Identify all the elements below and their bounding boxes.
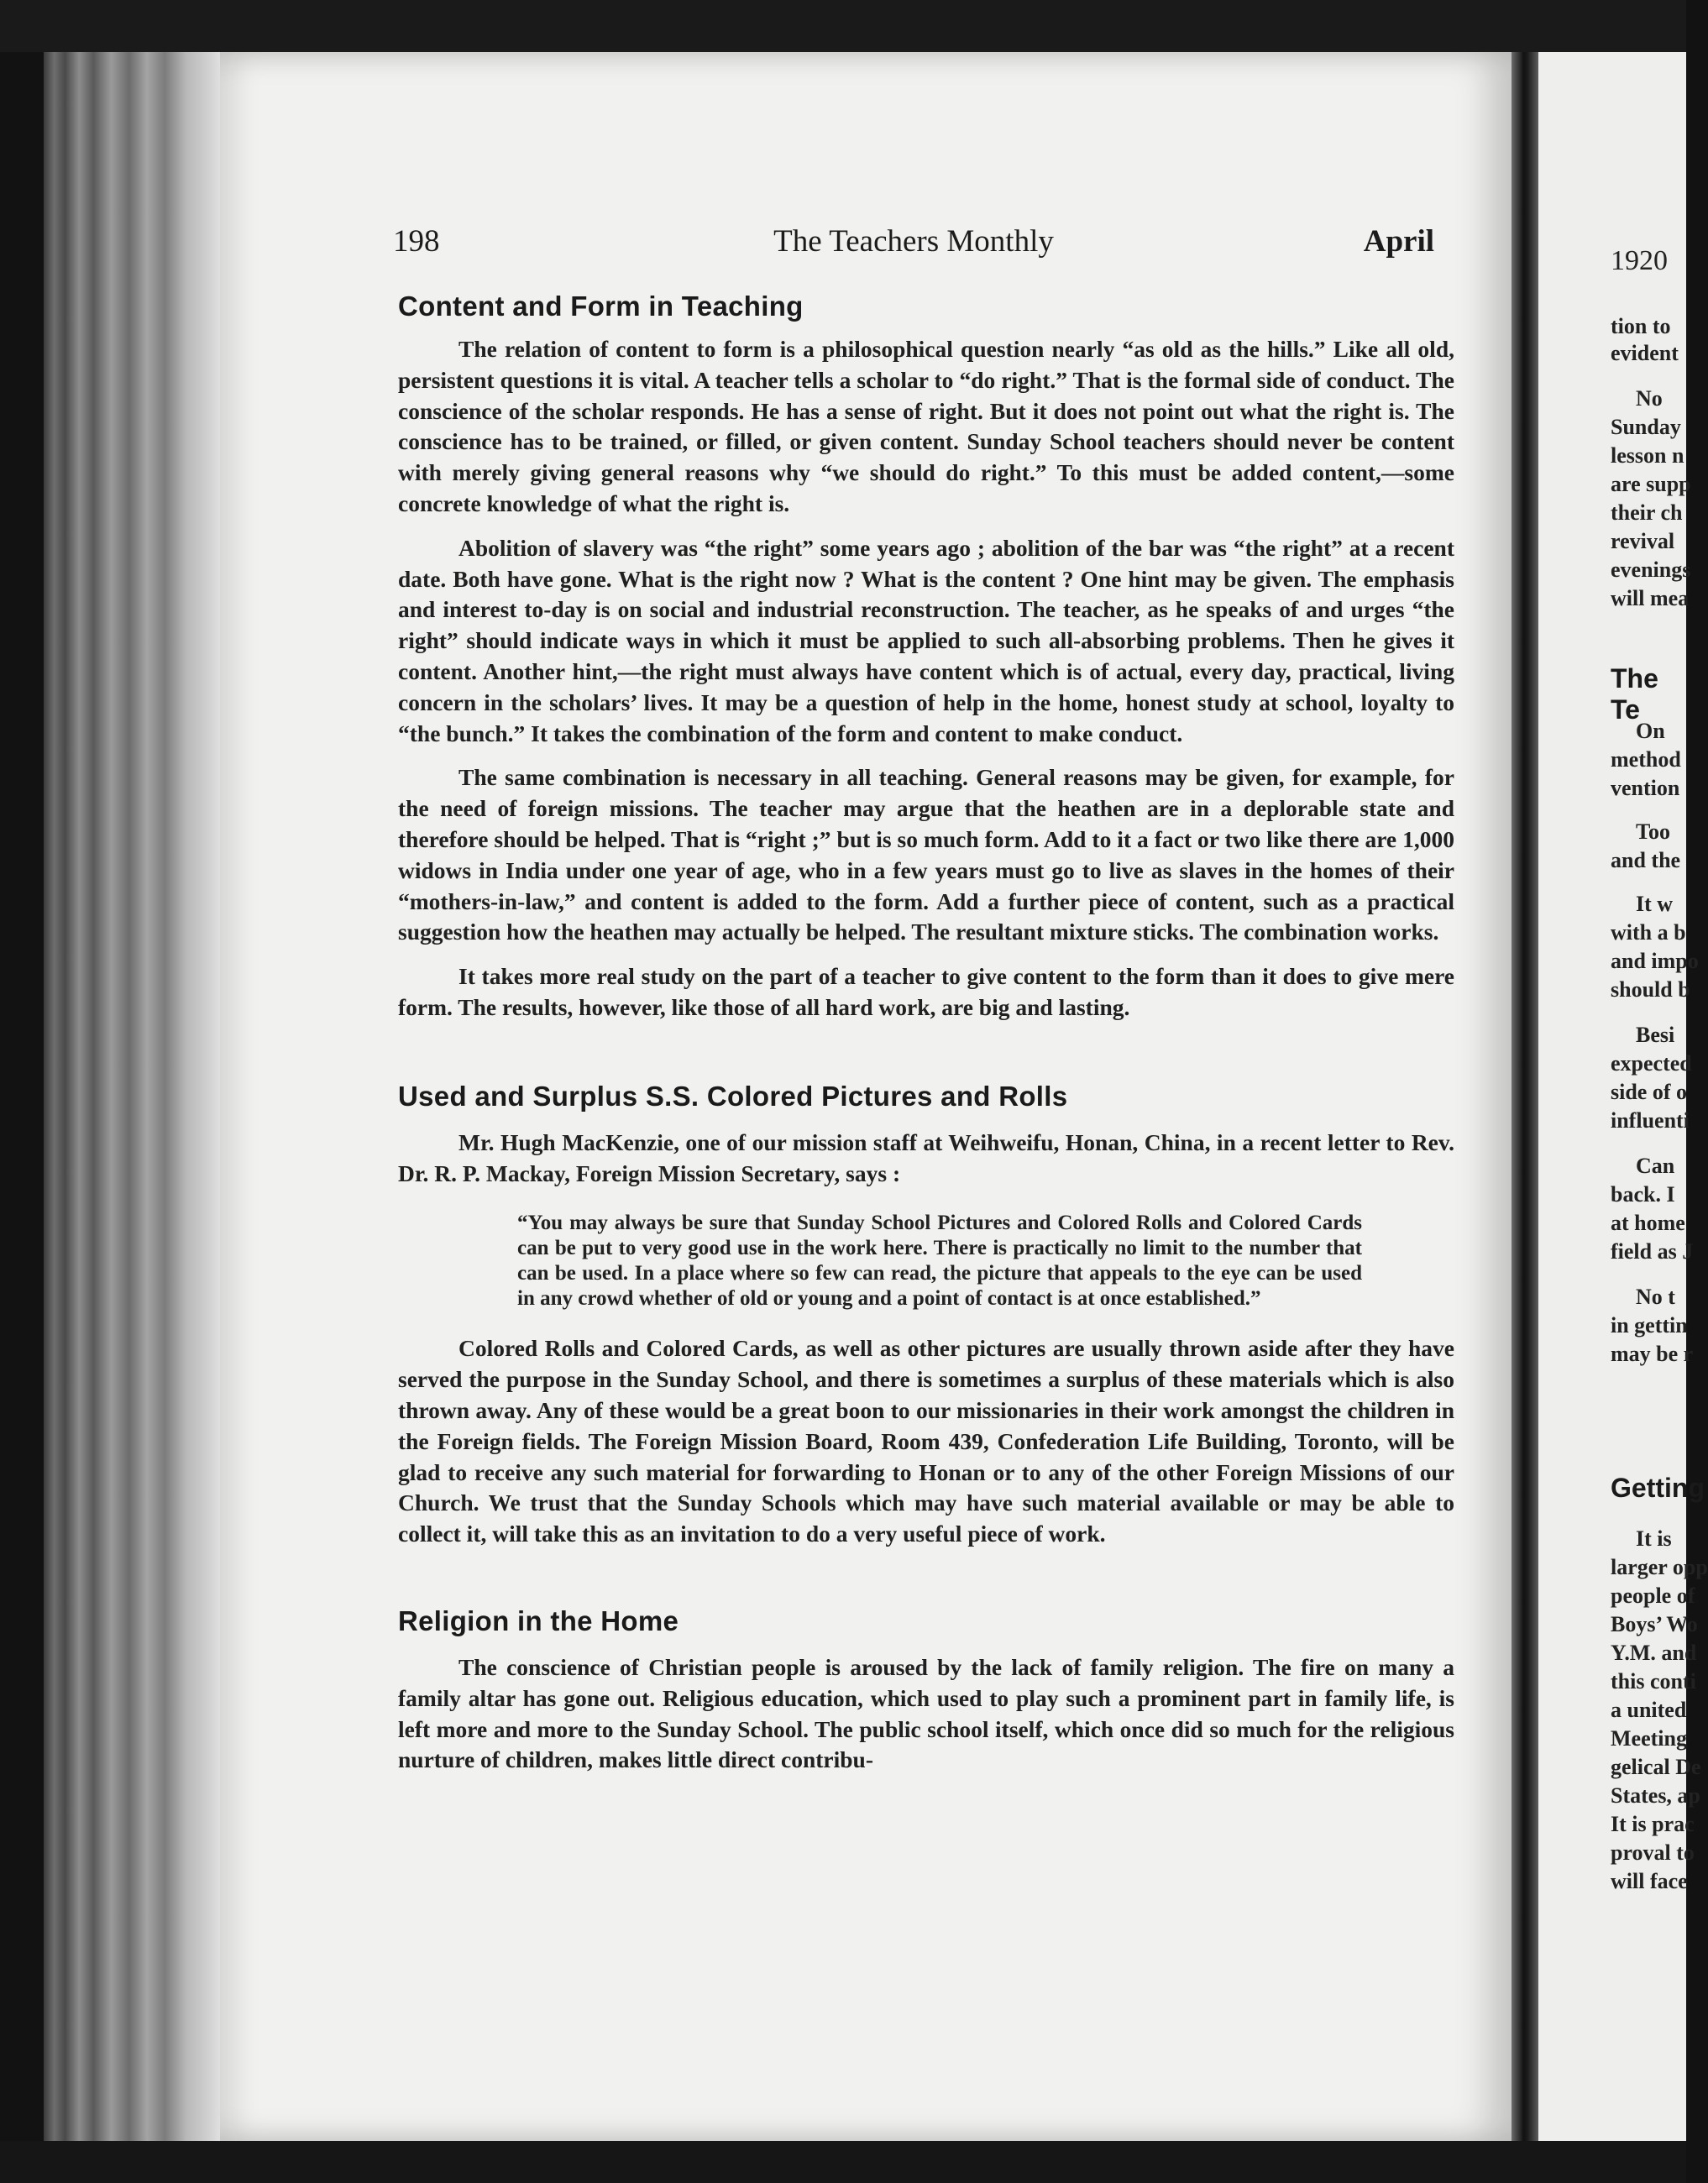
text-fragment: expected [1611, 1051, 1692, 1076]
text-fragment: influenti [1611, 1108, 1690, 1133]
text-fragment: their ch [1611, 500, 1683, 525]
article-religion-in-home [398, 1605, 1454, 1776]
text-fragment: proval to [1611, 1840, 1695, 1865]
article-colored-pictures [398, 1081, 1454, 1550]
right-page-year: 1920 [1611, 245, 1668, 276]
text-fragment: tion to [1611, 314, 1671, 338]
text-fragment: will mea [1611, 586, 1690, 610]
paragraph: It takes more real study on the part of a teacher to give content to the form than it does to give mere form. The results, however, like those of all hard work, are big and lasting. [398, 963, 1454, 1020]
text-fragment: evident [1611, 341, 1679, 365]
text-fragment: with a b [1611, 920, 1686, 945]
text-fragment: a united [1611, 1698, 1687, 1722]
text-fragment: people of [1611, 1584, 1695, 1608]
right-page-heading: The Te [1611, 663, 1658, 725]
text-fragment: Can [1636, 1154, 1675, 1178]
text-fragment: Besi [1636, 1023, 1675, 1047]
issue-month: April [1363, 224, 1434, 259]
paragraph: Abolition of slavery was “the right” some years ago ; abolition of the bar was “the right” at a recent date. Both have gone. What is the right now ? What is the content ? One hint may be given. The emphasis and interest to-day is on social and industrial reconstruction. The teacher, as he speaks of and urges “the right” should indicate ways in which it must be applied to such all-absorbing problems. Then he gives it content. Another hint,—the right must always have content which is of actual, every day, practical, living concern in the scholars’ lives. It may be a question of help in the home, honest study at school, loyalty to “the bunch.” It takes the combination of the form and content to make conduct. [398, 534, 1454, 746]
running-head [393, 223, 1434, 274]
text-fragment: may be r [1611, 1342, 1694, 1366]
book-gutter [1512, 52, 1538, 2141]
text-fragment: larger opp [1611, 1555, 1708, 1579]
article-heading: Content and Form in Teaching [398, 291, 804, 322]
text-fragment: Too [1636, 819, 1670, 844]
text-fragment: are supp [1611, 472, 1691, 496]
text-fragment: It w [1636, 892, 1674, 916]
text-fragment: in gettin [1611, 1313, 1688, 1338]
left-page-content [398, 291, 1454, 1789]
text-fragment: lesson n [1611, 443, 1684, 468]
text-fragment: States, ap [1611, 1783, 1700, 1808]
article-heading: Religion in the Home [398, 1605, 679, 1636]
text-fragment: field as J [1611, 1239, 1694, 1264]
text-fragment: and impo [1611, 949, 1699, 973]
text-fragment: No [1636, 386, 1663, 411]
paragraph: The relation of content to form is a philosophical question nearly “as old as the hills.” Like all old, persistent questions it is vital. A teacher tells a scholar to “do right.” That is the formal side of conduct. The conscience of the scholar responds. He has a sense of right. But it does not point out what the right is. The conscience has to be trained, or filled, or given content. Sunday School teachers should never be content with merely giving general reasons why “we should do right.” To this must be added content,—some concrete knowledge of what the right is. [398, 336, 1454, 516]
page-edges [44, 52, 222, 2141]
scan-background-top [0, 0, 1686, 52]
text-fragment: gelical De [1611, 1755, 1701, 1779]
right-page [1538, 52, 1708, 2141]
text-fragment: Boys’ Wo [1611, 1612, 1698, 1636]
paragraph: Mr. Hugh MacKenzie, one of our mission staff at Weihweifu, Honan, China, in a recent letter to Rev. Dr. R. P. Mackay, Foreign Mission Secretary, says : [398, 1128, 1454, 1186]
text-fragment: Sunday [1611, 415, 1681, 439]
right-page-heading: Getting [1611, 1473, 1705, 1503]
text-fragment: and the [1611, 848, 1681, 872]
text-fragment: side of o [1611, 1080, 1687, 1104]
quoted-letter: “You may always be sure that Sunday School Pictures and Colored Rolls and Colored Cards can be put to very good use in the work here. There is practically no limit to the number that can be used. In a place where so few can read, the picture that appeals to the eye can be used in any crowd whether of old or young and a point of contact is at once established.” [517, 1212, 1362, 1311]
text-fragment: vention [1611, 776, 1680, 800]
article-content-and-form [398, 291, 1454, 1023]
text-fragment: Y.M. and [1611, 1641, 1697, 1665]
text-fragment: will face [1611, 1869, 1688, 1893]
text-fragment: Meeting [1611, 1726, 1687, 1751]
scan-background-bottom [0, 2141, 1686, 2183]
text-fragment: It is prac [1611, 1812, 1695, 1836]
text-fragment: evenings [1611, 558, 1691, 582]
text-fragment: No t [1636, 1285, 1675, 1309]
text-fragment: revival [1611, 529, 1675, 553]
text-fragment: this conti [1611, 1669, 1696, 1694]
text-fragment: It is [1636, 1526, 1672, 1551]
paragraph: The conscience of Christian people is aroused by the lack of family religion. The fire on many a family altar has gone out. Religious education, which used to play such a prominent part in family life, is left more and more to the Sunday School. The public school itself, which once did so much for the religious nurture of children, makes little direct contribu- [398, 1653, 1454, 1773]
paragraph: The same combination is necessary in all teaching. General reasons may be given, for example, for the need of foreign missions. The teacher may argue that the heathen are in a deplorable state and therefore should be helped. That is “right ;” but is so much form. Add to it a fact or two like there are 1,000 widows in India under one year of age, who in a few years must go to live as slaves in the homes of their “mothers-in-law,” and content is added to the form. Add a further piece of content, such as a practical suggestion how the heathen may actually be helped. The resultant mixture sticks. The combination works. [398, 764, 1454, 945]
article-heading: Used and Surplus S.S. Colored Pictures and Rolls [398, 1080, 1068, 1112]
page-number: 198 [393, 224, 440, 259]
journal-title: The Teachers Monthly [773, 224, 1054, 259]
text-fragment: On [1636, 719, 1665, 743]
text-fragment: at home [1611, 1211, 1685, 1235]
paragraph: Colored Rolls and Colored Cards, as well as other pictures are usually thrown aside after they have served the purpose in the Sunday School, and there is sometimes a surplus of these materials which is also thrown away. Any of these would be a great boon to our missionaries in their work amongst the children in the Foreign fields. The Foreign Mission Board, Room 439, Confederation Life Building, Toronto, will be glad to receive any such material for forwarding to Honan or to any of the other Foreign Missions of our Church. We trust that the Sunday Schools which may have such material available or may be able to collect it, will take this as an invitation to do a very useful piece of work. [398, 1335, 1454, 1547]
text-fragment: method [1611, 747, 1681, 772]
text-fragment: back. I [1611, 1182, 1675, 1207]
text-fragment: should b [1611, 977, 1690, 1002]
